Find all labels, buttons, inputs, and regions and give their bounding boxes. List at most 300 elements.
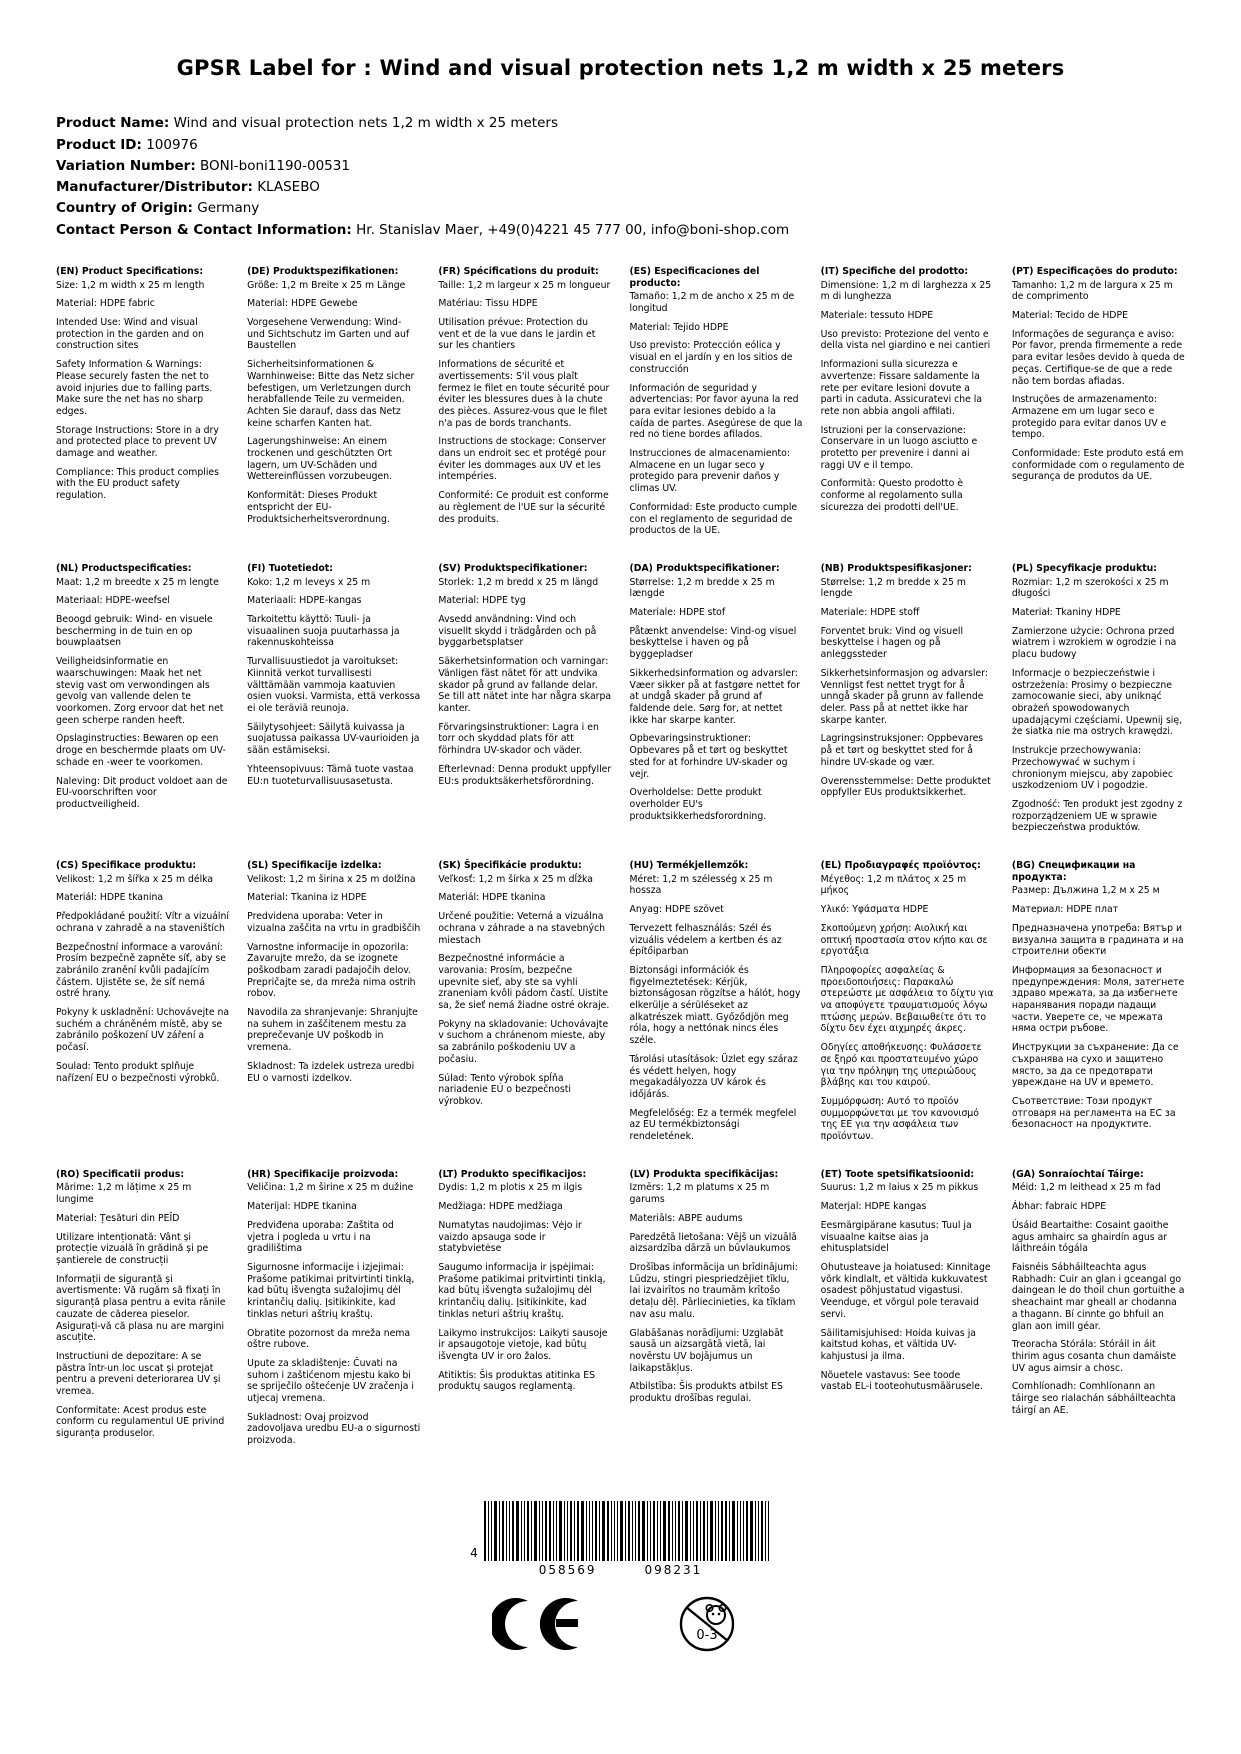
- language-block-paragraph: Utilizare intenționată: Vânt și protecție vizuală în grădină și pe șantierele de construcții: [56, 1231, 209, 1266]
- language-block-heading: (NB) Produktspesifikasjoner:: [820, 562, 972, 574]
- language-block-heading: (SV) Produktspecifikationer:: [438, 562, 588, 574]
- meta-row-contact: [56, 220, 1185, 240]
- barcode-bar: [516, 1501, 519, 1561]
- language-block-paragraph: Säilytysohjeet: Säilytä kuivassa ja suojatussa paikassa UV-vaurioiden ja sään estämiseksi.: [247, 721, 420, 757]
- barcode-bar: [758, 1501, 759, 1561]
- language-block-paragraph: Инструкции за съхранение: Да се съхранява на сухо и защитено място, за да се предотврати увреждане на UV и времето.: [1011, 1042, 1179, 1089]
- language-block-paragraph: Material: Tejido HDPE: [629, 321, 729, 333]
- barcode-bar: [531, 1501, 532, 1561]
- language-block-paragraph: Conformità: Questo prodotto è conforme al regolamento sulla sicurezza dei prodotti dell'UE.: [820, 478, 963, 513]
- barcode-bar: [750, 1501, 753, 1561]
- barcode-bar: [559, 1501, 562, 1561]
- language-block-heading: (ES) Especificaciones del producto:: [629, 265, 760, 289]
- language-block-paragraph: Størrelse: 1,2 m bredde x 25 m længde: [629, 576, 775, 600]
- language-block-paragraph: Instructiuni de depozitare: A se păstra într-un loc uscat și protejat pentru a preveni deteriorarea UV și vremea.: [56, 1350, 221, 1398]
- language-block-paragraph: Predvidena uporaba: Veter in vizualna zaščita na vrtu in gradbiščih: [247, 911, 421, 934]
- language-block: [438, 1169, 611, 1447]
- barcode-bar: [632, 1501, 633, 1561]
- language-block-paragraph: Förvaringsinstruktioner: Lagra i en torr och skyddad plats för att förhindra UV-skador och väder.: [438, 721, 599, 757]
- barcode-bar: [710, 1501, 713, 1561]
- language-block-paragraph: Material: HDPE Gewebe: [247, 298, 358, 310]
- language-block-heading: (DE) Produktspezifikationen:: [247, 265, 399, 277]
- language-block-paragraph: Material: HDPE tyg: [438, 595, 526, 607]
- language-block-heading: (HU) Termékjellemzők:: [629, 860, 749, 872]
- language-block-paragraph: Συμμόρφωση: Αυτό το προϊόν συμμορφώνεται με τον κανονισμό της ΕΕ για την ασφάλεια των προϊόντων.: [820, 1095, 979, 1143]
- language-block-paragraph: Opbevaringsinstruktioner: Opbevares på et tørt og beskyttet sted for at forhindre UV-skader og vejr.: [629, 733, 788, 780]
- language-block: [438, 563, 611, 834]
- language-block-paragraph: Tervezett felhasználás: Szél és vizuális védelem a kertben és az építőiparban: [629, 922, 782, 958]
- barcode-bar: [589, 1501, 590, 1561]
- language-block-paragraph: Rozmiar: 1,2 m szerokości x 25 m długości: [1011, 576, 1169, 600]
- language-block-paragraph: Информация за безопасност и предупреждения: Моля, затегнете здраво мрежата, за да избегнете наранявания поради падащи части. Уверете се, че мрежата няма остри ръбове.: [1011, 964, 1185, 1035]
- language-block-paragraph: Material: Tkanina iz HDPE: [247, 892, 367, 904]
- language-block-paragraph: Μέγεθος: 1,2 m πλάτος x 25 m μήκος: [820, 873, 967, 897]
- language-block-paragraph: Forventet bruk: Vind og visuell beskyttelse i hagen og på anleggssteder: [820, 625, 964, 661]
- language-block-paragraph: Súlad: Tento výrobok spĺňa nariadenie EÚ o bezpečnosti výrobkov.: [438, 1072, 571, 1107]
- language-block-paragraph: Safety Information & Warnings: Please securely fasten the net to avoid injuries due to falling parts. Make sure the net has no sharp edges.: [56, 359, 213, 417]
- barcode-bar: [592, 1501, 593, 1561]
- language-block-paragraph: Biztonsági információk és figyelmeztetések: Kérjük, biztonságosan rögzítse a hálót, hogy elkerülje a sérüléseket az alkatrészek miatt. Győződjön meg róla, hogy a nettónak nincs éles széle.: [629, 964, 801, 1047]
- language-block-paragraph: Pokyny k uskladnění: Uchovávejte na suchém a chráněném místě, aby se zabránilo poškození UV záření a počasí.: [56, 1007, 230, 1054]
- language-block-paragraph: Tamanho: 1,2 m de largura x 25 m de comprimento: [1011, 279, 1173, 303]
- barcode-bar: [657, 1501, 658, 1561]
- language-block-paragraph: Información de seguridad y advertencias: Por favor ayuna la red para evitar lesiones debido a la caída de partes. Asegúrese de que la red no tiene bordes afilados.: [629, 382, 803, 441]
- language-block-paragraph: Instrucciones de almacenamiento: Almacene en un lugar seco y protegido para prevenir daños y climas UV.: [629, 448, 790, 495]
- language-block-heading: (DA) Produktspecifikationer:: [629, 562, 780, 574]
- barcode-leading-digit: 4: [470, 1545, 478, 1560]
- language-block-paragraph: Comhlíonadh: Comhlíonann an táirge seo rialachán sábháilteachta táirgí an AE.: [1011, 1381, 1176, 1416]
- language-block-paragraph: Veľkosť: 1,2 m šírka x 25 m dĺžka: [438, 873, 593, 885]
- page-title: GPSR Label for : Wind and visual protection nets 1,2 m width x 25 meters: [176, 56, 1065, 80]
- barcode-bar: [502, 1501, 504, 1561]
- language-block-paragraph: Konformität: Dieses Produkt entspricht der EU-Produktsicherheitsverordnung.: [247, 490, 390, 525]
- language-block: [1012, 563, 1185, 834]
- barcode-bar: [647, 1501, 648, 1561]
- language-block-paragraph: Materiaal: HDPE-weefsel: [56, 595, 171, 607]
- language-block-paragraph: Informacje o bezpieczeństwie i ostrzeżenia: Prosimy o bezpieczne zamocowanie sieci, aby uniknąć obrażeń spowodowanych upadającymi częściami. Upewnij się, że siatka nie ma ostrych krawędzi.: [1011, 667, 1183, 738]
- language-block-paragraph: Nõuetele vastavus: See toode vastab EL-i tooteohutusmäärusele.: [820, 1369, 983, 1393]
- product-id-value: 100976: [146, 136, 198, 153]
- language-block-paragraph: Materiale: tessuto HDPE: [820, 310, 934, 321]
- language-block-paragraph: Medžiaga: HDPE medžiaga: [438, 1201, 563, 1213]
- language-block-paragraph: Υλικό: Υφάσματα HDPE: [820, 904, 929, 916]
- language-block-paragraph: Sigurnosne informacije i izjejimai: Prašome patikimai pritvirtinti tinklą, kad būtų išvengta sužalojimų dėl krintančių dalių. Įsitikinkite, kad tinklas neturi aštrių kraštų.: [247, 1262, 415, 1320]
- language-block-paragraph: Conformitate: Acest produs este conform cu regulamentul UE privind siguranța produselor.: [56, 1404, 225, 1440]
- language-block-paragraph: Efterlevnad: Denna produkt uppfyller EU:s produktsäkerhetsförordning.: [438, 763, 612, 787]
- barcode-bar: [737, 1501, 738, 1561]
- meta-row-product-name: [56, 113, 1185, 133]
- language-block: [247, 563, 420, 834]
- language-block-heading: (GA) Sonraíochtaí Táirge:: [1011, 1168, 1144, 1180]
- language-block-paragraph: Overensstemmelse: Dette produktet oppfyller EUs produktsikkerhet.: [820, 775, 991, 799]
- barcode-bar: [675, 1501, 676, 1561]
- barcode-bar: [620, 1501, 623, 1561]
- variation-number-value: BONI-boni1190-00531: [200, 157, 350, 174]
- barcode-bar: [549, 1501, 551, 1561]
- language-block: [247, 266, 420, 537]
- barcode-bar: [743, 1501, 744, 1561]
- language-block-paragraph: Informations de sécurité et avertissements: S'il vous plaît fermez le filet en toute sécurité pour éviter les blessures dues à la chute des pièces. Assurez-vous que le filet n'a pas de bords tranchants.: [438, 359, 610, 429]
- language-block-heading: (PT) Especificações do produto:: [1011, 265, 1178, 277]
- barcode-bar: [494, 1501, 497, 1561]
- barcode-bar: [685, 1501, 688, 1561]
- language-block-paragraph: Οδηγίες αποθήκευσης: Φυλάσσετε σε ξηρό και προστατευμένο χώρο για την πρόληψη της υπεριώδους βλάβης και του καιρού.: [820, 1042, 982, 1089]
- language-specifications-grid: [56, 266, 1185, 1447]
- language-block-paragraph: Zamierzone użycie: Ochrona przed wiatrem i wzrokiem w ogrodzie i na placu budowy: [1011, 625, 1177, 661]
- language-block-heading: (IT) Specifiche del prodotto:: [820, 265, 969, 277]
- barcode: [470, 1501, 771, 1561]
- barcode-bar: [628, 1501, 630, 1561]
- language-block: [821, 266, 994, 537]
- meta-row-manufacturer: [56, 177, 1185, 197]
- language-block-paragraph: Sikkerhetsinformasjon og advarsler: Vennligst fest nettet trygt for å unngå skader på grunn av fallende deler. Pass på at nettet ikke har skarpe kanter.: [820, 667, 988, 726]
- barcode-bar: [703, 1501, 705, 1561]
- language-block: [1012, 860, 1185, 1143]
- language-block: [56, 563, 229, 834]
- language-block-heading: (EL) Προδιαγραφές προϊόντος:: [820, 860, 981, 872]
- barcode-bar: [581, 1501, 584, 1561]
- barcode-bar: [755, 1501, 756, 1561]
- language-block-paragraph: Eesmärgipärane kasutus: Tuul ja visuaalne kaitse aias ja ehitusplatsidel: [820, 1219, 972, 1255]
- language-block-paragraph: Σκοπούμενη χρήση: Αιολική και οπτική προστασία στον κήπο και σε εργοτάξια: [820, 922, 988, 958]
- language-block: [56, 266, 229, 537]
- language-block-paragraph: Sikkerhedsinformation og advarsler: Væer sikker på at fastgøre nettet for at undgå skader på grund af faldende dele. Sørg for, at nettet ikke har skarpe kanter.: [629, 667, 801, 726]
- product-id-label: Product ID:: [56, 136, 142, 153]
- language-block-heading: (ET) Toote spetsifikatsioonid:: [820, 1168, 975, 1180]
- language-block-paragraph: Taille: 1,2 m largeur x 25 m longueur: [438, 279, 611, 291]
- language-block-paragraph: Faisnéis Sábháilteachta agus Rabhadh: Cuir an glan i gceangal go daingean le do thoil chun gortuithe a sheachaint mar gheall ar chodanna a thagann. Bí cinnte go bhfuil an glan aon imill géar.: [1011, 1262, 1185, 1332]
- language-block-paragraph: Conformidad: Este producto cumple con el reglamento de seguridad de productos de la UE.: [629, 501, 798, 537]
- language-block-paragraph: Предназначена употреба: Вятър и визуална защита в градината и на строителни обекти: [1011, 922, 1184, 958]
- barcode-bar: [614, 1501, 615, 1561]
- language-block-paragraph: Beoogd gebruik: Wind- en visuele bescherming in de tuin en op bouwplaatsen: [56, 614, 213, 649]
- language-block: [247, 1169, 420, 1447]
- language-block-paragraph: Conformidade: Este produto está em conformidade com o regulamento de segurança de produtos da UE.: [1011, 448, 1185, 483]
- language-block-paragraph: Storage Instructions: Store in a dry and protected place to prevent UV damage and weather.: [56, 424, 219, 460]
- language-block-paragraph: Treoracha Stórála: Stóráil in áit thirim agus cosanta chun damáiste UV agus aimsir a chosc.: [1011, 1339, 1177, 1374]
- language-block-paragraph: Maat: 1,2 m breedte x 25 m lengte: [56, 576, 219, 588]
- language-block: [247, 860, 420, 1143]
- language-block-paragraph: Overholdelse: Dette produkt overholder EU's produktsikkerhedsforordning.: [629, 787, 767, 822]
- language-block-paragraph: Påtænkt anvendelse: Vind-og visuel beskyttelse i haven og på byggepladser: [629, 625, 797, 661]
- barcode-bar: [729, 1501, 730, 1561]
- language-block-paragraph: Numatytas naudojimas: Vėjo ir vaizdo apsauga sode ir statybvietėse: [438, 1219, 582, 1255]
- language-block: [56, 860, 229, 1143]
- barcode-bar: [556, 1501, 557, 1561]
- language-block-paragraph: Material: Tecido de HDPE: [1011, 310, 1128, 321]
- barcode-bar: [690, 1501, 691, 1561]
- barcode-bar: [602, 1501, 605, 1561]
- language-block: [438, 266, 611, 537]
- language-block-paragraph: Informações de segurança e aviso: Por favor, prenda firmemente a rede para evitar lesões devido à queda de peças. Certifique-se de que a rede não tem bordas afiadas.: [1011, 328, 1185, 387]
- language-block-paragraph: Materiał: Tkaniny HDPE: [1011, 607, 1121, 619]
- barcode-bar: [599, 1501, 600, 1561]
- language-block-paragraph: Uso previsto: Protección eólica y visual en el jardín y en los sitios de construcción: [629, 340, 793, 375]
- language-block-heading: (RO) Specificatii produs:: [56, 1168, 185, 1180]
- barcode-bar: [611, 1501, 612, 1561]
- language-block-paragraph: Materiál: HDPE tkanina: [56, 892, 164, 904]
- language-block-heading: (EN) Product Specifications:: [56, 265, 204, 277]
- svg-text:0-3: 0-3: [695, 1627, 718, 1643]
- language-block-paragraph: Velikost: 1,2 m šířka x 25 m délka: [56, 873, 214, 885]
- language-block: [821, 563, 994, 834]
- barcode-bar: [553, 1501, 554, 1561]
- barcode-bar: [715, 1501, 716, 1561]
- language-block-paragraph: Informații de siguranță și avertismente: Vă rugăm să fixați în siguranță plasa pentru a evita rănile cauzate de căderea pieselor. Asigurați-vă că plasa nu are margini ascuțite.: [56, 1273, 226, 1344]
- language-block-paragraph: Instrukcje przechowywania: Przechowywać w suchym i chronionym miejscu, aby zapobiec uszkodzeniom UV i pogodzie.: [1011, 745, 1173, 792]
- language-block-paragraph: Drošības informācija un brīdinājumi: Lūdzu, stingri piespriedzējiet tīklu, lai izvairītos no traumām krītošo detaļu dēļ. Pārliecinieties, ka tīklam nav asu malu.: [629, 1262, 798, 1320]
- language-block-paragraph: Ábhar: fabraic HDPE: [1011, 1201, 1107, 1213]
- language-block-paragraph: Saugumo informacija ir įspėjimai: Prašome patikimai pritvirtinti tinklą, kad būtų išvengta sužalojimų dėl krintančių dalių. Įsitikinkite, kad tinklas neturi aštrių kraštų.: [438, 1262, 606, 1320]
- language-block-paragraph: Glabāšanas norādījumi: Uzglabāt sausā un aizsargātā vietā, lai novērstu UV bojājumus un laikapstākļus.: [629, 1327, 784, 1374]
- barcode-numbers: [539, 1563, 703, 1577]
- language-block-paragraph: Yhteensopivuus: Tämä tuote vastaa EU:n tuoteturvallisuusasetusta.: [247, 763, 414, 787]
- meta-row-country: [56, 198, 1185, 218]
- barcode-bar: [491, 1501, 492, 1561]
- barcode-bar: [761, 1501, 763, 1561]
- language-block-paragraph: Avsedd användning: Vind och visuellt skydd i trädgården och på byggarbetsplatser: [438, 614, 597, 649]
- language-block-heading: (PL) Specyfikacje produktu:: [1011, 562, 1157, 574]
- language-block-paragraph: Skladnost: Ta izdelek ustreza uredbi EU o varnosti izdelkov.: [247, 1060, 415, 1084]
- variation-number-label: Variation Number:: [56, 157, 196, 174]
- language-block: [56, 1169, 229, 1447]
- barcode-bar: [635, 1501, 636, 1561]
- language-block-paragraph: Material: Țesături din PEÎD: [56, 1212, 180, 1224]
- language-block: [1012, 1169, 1185, 1447]
- language-block-paragraph: Размер: Дължина 1,2 м x 25 м: [1011, 885, 1160, 897]
- language-block-paragraph: Πληροφορίες ασφαλείας & προειδοποιήσεις: Παρακαλώ στερεώστε με ασφάλεια το δίχτυ για να αποφύγετε τραυματισμούς λόγω πτώσης μερών. Βεβαιωθείτε ότι το δίχτυ δεν έχει αιχμηρές άκρες.: [820, 964, 994, 1035]
- language-block-paragraph: Koko: 1,2 m leveys x 25 m: [247, 576, 371, 588]
- barcode-bar: [570, 1501, 572, 1561]
- barcode-bar: [595, 1501, 597, 1561]
- barcode-bar: [567, 1501, 568, 1561]
- language-block-paragraph: Säkerhetsinformation och varningar: Vänligen fäst nätet för att undvika skador på grund av fallande delar. Se till att nätet inte har några skarpa kanter.: [438, 656, 612, 714]
- barcode-bar: [700, 1501, 701, 1561]
- language-block-heading: (FR) Spécifications du produit:: [438, 265, 599, 277]
- language-block-paragraph: Veličina: 1,2 m širine x 25 m dužine: [247, 1182, 414, 1194]
- language-block-paragraph: Materiaali: HDPE-kangas: [247, 595, 362, 607]
- barcode-bar: [484, 1501, 486, 1561]
- language-block-paragraph: Suurus: 1,2 m laius x 25 m pikkus: [820, 1182, 979, 1194]
- language-block-heading: (CS) Specifikace produktu:: [56, 860, 197, 872]
- language-block-paragraph: Съответствие: Този продукт отговаря на регламента на ЕС за безопасност на продуктите.: [1011, 1095, 1176, 1131]
- language-block-heading: (NL) Productspecificaties:: [56, 562, 192, 574]
- language-block: [821, 860, 994, 1143]
- barcode-bar: [668, 1501, 670, 1561]
- barcode-bar: [721, 1501, 723, 1561]
- manufacturer-value: KLASEBO: [257, 179, 320, 196]
- language-block-paragraph: Turvallisuustiedot ja varoitukset: Kiinnitä verkot turvallisesti välttämään vammoja kaatuvien osien vuoksi. Varmista, että verkossa ei ole teräviä reunoja.: [247, 656, 421, 714]
- contact-label: Contact Person & Contact Information:: [56, 221, 352, 238]
- barcode-bar: [746, 1501, 748, 1561]
- barcode-bar: [660, 1501, 661, 1561]
- language-block-paragraph: Instructions de stockage: Conserver dans un endroit sec et protégé pour éviter les dommages aux UV et les intempéries.: [438, 436, 606, 483]
- language-block-paragraph: Compliance: This product complies with the EU product safety regulation.: [56, 466, 219, 502]
- barcode-bar: [638, 1501, 640, 1561]
- language-block: [630, 1169, 803, 1447]
- language-block-paragraph: Sukladnost: Ovaj proizvod zadovoljava uredbu EU-a o sigurnosti proizvoda.: [247, 1411, 421, 1447]
- language-block-heading: (LV) Produkta specifikācijas:: [629, 1168, 779, 1180]
- language-block-paragraph: Tarkoitettu käyttö: Tuuli- ja visuaalinen suoja puutarhassa ja rakennuskohteissa: [247, 614, 400, 649]
- language-block-heading: (SL) Specifikacije izdelka:: [247, 860, 382, 872]
- barcode-bar: [693, 1501, 694, 1561]
- language-block-paragraph: Megfelelőség: Ez a termék megfelel az EU termékbiztonsági rendeletének.: [629, 1107, 797, 1143]
- language-block-paragraph: Úsáid Beartaithe: Cosaint gaoithe agus amhairc sa ghairdín agus ar láithreáin tógála: [1011, 1219, 1169, 1255]
- language-block-paragraph: Utilisation prévue: Protection du vent et de la vue dans le jardin et sur les chantiers: [438, 317, 596, 352]
- language-block-paragraph: Pokyny na skladovanie: Uchovávajte v suchom a chránenom mieste, aby sa zabránilo poškodeniu UV a počasiu.: [438, 1018, 609, 1065]
- barcode-bar: [539, 1501, 540, 1561]
- language-block-paragraph: Size: 1,2 m width x 25 m length: [56, 279, 205, 291]
- language-block-paragraph: Bezpečnostné informácie a varovania: Prosím, bezpečne upevnite sieť, aby ste sa vyhli zraneniam kvôli pádom častí. Uistite sa, že sieť nemá žiadne ostré okraje.: [438, 953, 610, 1012]
- language-block-paragraph: Určené použitie: Veterná a vizuálna ochrana v záhrade a na stavebných miestach: [438, 911, 606, 946]
- language-block-paragraph: Soulad: Tento produkt splňuje nařízení EU o bezpečnosti výrobků.: [56, 1060, 220, 1084]
- language-block-paragraph: Atbilstība: Šis produkts atbilst ES produktu drošības regulai.: [629, 1381, 783, 1405]
- barcode-bar: [740, 1501, 741, 1561]
- language-block: [630, 860, 803, 1143]
- language-block-paragraph: Materiāls: ABPE audums: [629, 1212, 743, 1224]
- language-block-paragraph: Atitiktis: Šis produktas atitinka ES produktų saugos reglamentą.: [438, 1369, 596, 1393]
- language-block-paragraph: Méret: 1,2 m szélesség x 25 m hossza: [629, 873, 773, 897]
- barcode-bar: [607, 1501, 609, 1561]
- barcode-right-group: 098231: [644, 1562, 703, 1577]
- language-block-paragraph: Matériau: Tissu HDPE: [438, 298, 538, 310]
- language-block-paragraph: Mărime: 1,2 m lățime x 25 m lungime: [56, 1182, 192, 1206]
- barcode-bar: [725, 1501, 727, 1561]
- barcode-bar: [732, 1501, 735, 1561]
- barcode-bar: [678, 1501, 680, 1561]
- barcode-bar: [524, 1501, 525, 1561]
- language-block-paragraph: Istruzioni per la conservazione: Conservare in un luogo asciutto e protetto per prevenire i danni ai raggi UV e il tempo.: [820, 424, 978, 471]
- language-block-paragraph: Paredzētā lietošana: Vējš un vizuālā aizsardzība dārzā un būvlaukumos: [629, 1231, 797, 1255]
- barcode-bar: [521, 1501, 522, 1561]
- language-block-paragraph: Varnostne informacije in opozorila: Zavarujte mrežo, da se izognete poškodbam zaradi padajočih delov. Prepričajte se, da mreža nima ostrih robov.: [247, 941, 416, 1000]
- language-block-heading: (FI) Tuotetiedot:: [247, 562, 333, 574]
- barcode-bar: [765, 1501, 766, 1561]
- barcode-bar: [696, 1501, 698, 1561]
- language-block-heading: (LT) Produkto specifikacijos:: [438, 1168, 587, 1180]
- barcode-bar: [509, 1501, 510, 1561]
- barcode-bar: [545, 1501, 547, 1561]
- ce-mark-icon: [492, 1595, 584, 1657]
- language-block-paragraph: Méid: 1,2 m leithead x 25 m fad: [1011, 1182, 1161, 1194]
- language-block-paragraph: Velikost: 1,2 m širina x 25 m dolžina: [247, 873, 416, 885]
- language-block-paragraph: Laikymo instrukcijos: Laikyti sausoje ir apsaugotoje vietoje, kad būtų išvengta UV ir oro žalos.: [438, 1327, 608, 1362]
- language-block-paragraph: Informazioni sulla sicurezza e avvertenze: Fissare saldamente la rete per evitare lesioni dovute a parti in caduta. Assicuratevi che la rete non abbia angoli affilati.: [820, 359, 983, 417]
- language-block: [630, 266, 803, 537]
- barcode-bar: [577, 1501, 579, 1561]
- language-block-paragraph: Ohutusteave ja hoiatused: Kinnitage võrk kindlalt, et vältida kukkuvatest osadest põhjustatud vigastusi. Veenduge, et võrgul pole teravaid servi.: [820, 1262, 991, 1320]
- language-block-paragraph: Säilitamisjuhised: Hoida kuivas ja kaitstud kohas, et vältida UV-kahjustusi ja ilma.: [820, 1327, 976, 1362]
- language-block-paragraph: Materiale: HDPE stoff: [820, 607, 920, 619]
- language-block-paragraph: Lagringsinstruksjoner: Oppbevares på et tørt og beskyttet sted for å hindre UV-skade og vær.: [820, 733, 984, 768]
- language-block-heading: (BG) Спецификации на продукта:: [1011, 860, 1136, 883]
- barcode-left-group: 058569: [538, 1562, 597, 1577]
- language-block-paragraph: Dimensione: 1,2 m di larghezza x 25 m di lunghezza: [820, 279, 992, 303]
- barcode-bar: [768, 1501, 769, 1561]
- language-block-paragraph: Předpokládané použití: Vítr a vizuální ochrana v zahradě a na staveništích: [56, 911, 229, 934]
- language-block: [630, 563, 803, 834]
- no-children-under-3-icon: [664, 1595, 750, 1657]
- contact-value: Hr. Stanislav Maer, +49(0)4221 45 777 00, info@boni-shop.com: [356, 221, 790, 238]
- language-block-paragraph: Material: HDPE fabric: [56, 298, 155, 310]
- language-block-paragraph: Bezpečnostní informace a varování: Prosím bezpečně zapněte síť, aby se zabránilo zranění kvůli padajícím částem. Ujistěte se, že síť nemá ostré hrany.: [56, 941, 226, 1000]
- barcode-bar: [718, 1501, 719, 1561]
- language-block-paragraph: Anyag: HDPE szövet: [629, 904, 724, 916]
- language-block-paragraph: Storlek: 1,2 m bredd x 25 m längd: [438, 576, 599, 588]
- barcode-bar: [663, 1501, 666, 1561]
- language-block-paragraph: Størrelse: 1,2 m bredde x 25 m lengde: [820, 576, 966, 600]
- language-block: [1012, 266, 1185, 537]
- language-block-paragraph: Instruções de armazenamento: Armazene em um lugar seco e protegido para evitar danos UV e tempo.: [1011, 394, 1167, 441]
- barcode-bar: [574, 1501, 575, 1561]
- language-block-paragraph: Naleving: Dit product voldoet aan de EU-voorschriften voor productveiligheid.: [56, 775, 228, 810]
- barcode-bar: [499, 1501, 500, 1561]
- barcode-bar: [512, 1501, 514, 1561]
- language-block-paragraph: Vorgesehene Verwendung: Wind- und Sichtschutz im Garten und auf Baustellen: [247, 317, 410, 352]
- language-block-paragraph: Tamaño: 1,2 m de ancho x 25 m de longitud: [629, 291, 795, 314]
- language-block-paragraph: Veiligheidsinformatie en waarschuwingen: Maak het net stevig vast om verwondingen als gevolg van vallende delen te voorkomen. Zorg ervoor dat het net geen scherpe randen heeft.: [56, 656, 224, 726]
- product-name-value: Wind and visual protection nets 1,2 m width x 25 meters: [173, 115, 558, 132]
- language-block-heading: (HR) Specifikacije proizvoda:: [247, 1168, 399, 1180]
- language-block-paragraph: Материал: HDPE плат: [1011, 904, 1119, 916]
- language-block-paragraph: Zgodność: Ten produkt jest zgodny z rozporządzeniem UE w sprawie bezpieczeństwa produktów.: [1011, 798, 1183, 834]
- product-meta: [56, 113, 1185, 240]
- language-block-paragraph: Obratite pozornost da mreža nema oštre rubove.: [247, 1327, 411, 1351]
- language-block-paragraph: Intended Use: Wind and visual protection in the garden and on construction sites: [56, 317, 204, 352]
- barcode-bar: [564, 1501, 565, 1561]
- barcode-bar: [672, 1501, 673, 1561]
- barcode-bar: [586, 1501, 587, 1561]
- language-block-paragraph: Materijal: HDPE tkanina: [247, 1201, 357, 1213]
- meta-row-product-id: [56, 135, 1185, 155]
- language-block-paragraph: Materiál: HDPE tkanina: [438, 892, 546, 904]
- language-block-paragraph: Sicherheitsinformationen & Warnhinweise: Bitte das Netz sicher befestigen, um Verletzungen durch herabfallende Teile zu vermeiden. Achten Sie darauf, dass das Netz keine scharfen Kanten hat.: [247, 359, 415, 429]
- barcode-bar: [488, 1501, 489, 1561]
- language-block-paragraph: Größe: 1,2 m Breite x 25 m Länge: [247, 279, 406, 291]
- language-block-paragraph: Lagerungshinweise: An einem trockenen und geschützten Ort lagern, um UV-Schäden und Wettereinflüssen vorzubeugen.: [247, 436, 393, 483]
- barcode-bar: [650, 1501, 651, 1561]
- language-block-paragraph: Dydis: 1,2 m plotis x 25 m ilgis: [438, 1182, 583, 1194]
- footer: [56, 1501, 1185, 1657]
- barcode-bars: [484, 1501, 771, 1561]
- language-block: [438, 860, 611, 1143]
- language-block-paragraph: Opslaginstructies: Bewaren op een droge en beschermde plaats om UV-schade en -weer te voorkomen.: [56, 733, 226, 768]
- language-block-heading: (SK) Špecifikácie produktu:: [438, 860, 582, 872]
- barcode-bar: [642, 1501, 645, 1561]
- meta-row-variation-number: [56, 156, 1185, 176]
- language-block-paragraph: Materiale: HDPE stof: [629, 607, 726, 619]
- language-block: [821, 1169, 994, 1447]
- country-label: Country of Origin:: [56, 200, 193, 217]
- compliance-marks: [492, 1595, 750, 1657]
- barcode-bar: [682, 1501, 683, 1561]
- barcode-bar: [506, 1501, 507, 1561]
- language-block-paragraph: Tárolási utasítások: Üzlet egy száraz és védett helyen, hogy megakadályozza UV károk és időjárás.: [629, 1053, 798, 1100]
- barcode-bar: [542, 1501, 543, 1561]
- barcode-bar: [653, 1501, 655, 1561]
- product-name-label: Product Name:: [56, 115, 170, 132]
- barcode-bar: [527, 1501, 529, 1561]
- barcode-bar: [617, 1501, 618, 1561]
- country-value: Germany: [197, 200, 260, 217]
- language-block-paragraph: Uso previsto: Protezione del vento e della vista nel giardino e nei cantieri: [820, 328, 991, 352]
- language-block-paragraph: Predviđena uporaba: Zaštita od vjetra i pogleda u vrtu i na gradilištima: [247, 1219, 394, 1255]
- barcode-bar: [625, 1501, 626, 1561]
- language-block-paragraph: Materjal: HDPE kangas: [820, 1201, 927, 1213]
- barcode-bar: [534, 1501, 537, 1561]
- language-block-paragraph: Navodila za shranjevanje: Shranjujte na suhem in zaščitenem mestu za preprečevanje UV poškodb in vremena.: [247, 1007, 418, 1054]
- language-block-paragraph: Upute za skladištenje: Čuvati na suhom i zaštićenom mjestu kako bi se spriječilo oštećenje UV zračenja i utjecaj vremena.: [247, 1357, 414, 1405]
